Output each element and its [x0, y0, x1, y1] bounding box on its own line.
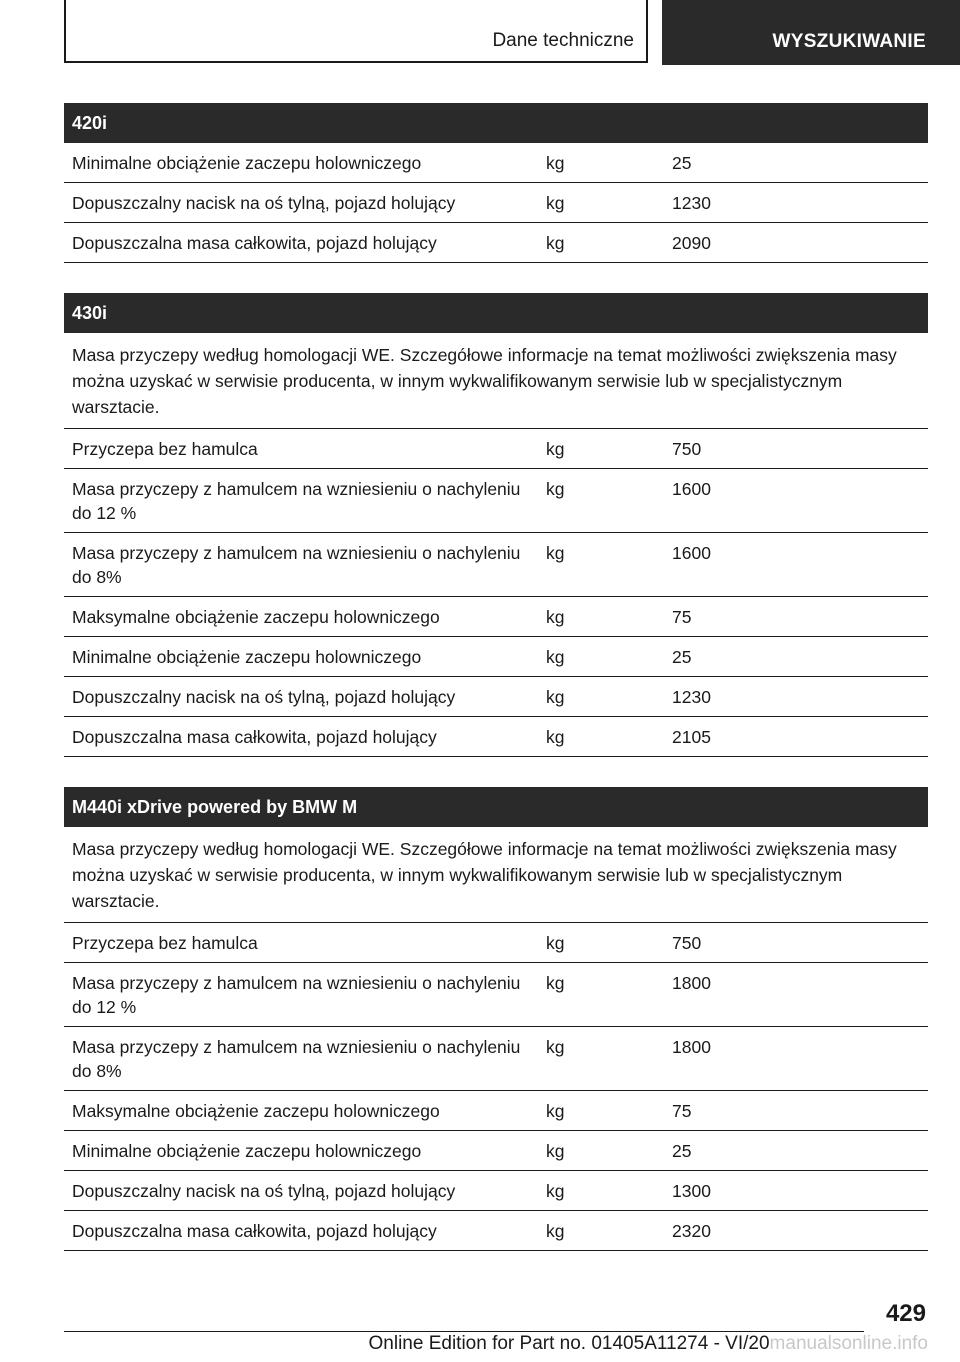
row-unit: kg — [546, 727, 565, 747]
row-label: Minimalne obciążenie zaczepu holowniczego — [72, 647, 422, 667]
row-unit: kg — [546, 193, 565, 213]
footer-divider — [64, 1331, 864, 1332]
row-unit: kg — [546, 607, 565, 627]
row-value: 25 — [672, 647, 692, 667]
row-value: 750 — [672, 439, 702, 459]
table-row — [64, 429, 928, 469]
row-unit: kg — [546, 1101, 565, 1121]
search-tab[interactable]: WYSZUKIWANIE — [662, 0, 960, 65]
row-value: 1230 — [672, 193, 711, 213]
row-label: Dopuszczalna masa całkowita, pojazd holujący — [72, 1221, 437, 1241]
row-label: Maksymalne obciążenie zaczepu holowniczego — [72, 1101, 440, 1121]
table-row — [64, 1027, 928, 1091]
row-unit: kg — [546, 543, 565, 563]
row-value: 2090 — [672, 233, 711, 253]
row-label: Dopuszczalna masa całkowita, pojazd holujący — [72, 727, 437, 747]
row-value: 1600 — [672, 479, 711, 499]
row-label: Maksymalne obciążenie zaczepu holowniczego — [72, 607, 440, 627]
row-value: 1600 — [672, 543, 711, 563]
row-value: 75 — [672, 607, 692, 627]
page-header — [0, 0, 960, 66]
page-number: 429 — [885, 1300, 926, 1327]
row-value: 1230 — [672, 687, 711, 707]
row-unit: kg — [546, 1181, 565, 1201]
section-title: 430i — [64, 293, 928, 333]
row-unit: kg — [546, 933, 565, 953]
row-value: 75 — [672, 1101, 692, 1121]
row-unit: kg — [546, 1221, 565, 1241]
table-row — [64, 223, 928, 263]
spec-section — [64, 103, 928, 263]
row-unit: kg — [546, 233, 565, 253]
table-row — [64, 923, 928, 963]
row-value: 750 — [672, 933, 702, 953]
table-row — [64, 533, 928, 597]
row-unit: kg — [546, 1141, 565, 1161]
table-row — [64, 1211, 928, 1251]
spec-tables — [64, 103, 928, 1281]
row-unit: kg — [546, 1037, 565, 1057]
row-label: Masa przyczepy z hamulcem na wzniesieniu o nachyleniu do 8% — [72, 1037, 521, 1081]
row-label: Dopuszczalny nacisk na oś tylną, pojazd holujący — [72, 193, 456, 213]
row-value: 2105 — [672, 727, 711, 747]
row-unit: kg — [546, 647, 565, 667]
breadcrumb-dane-techniczne[interactable]: Dane techniczne — [492, 30, 634, 51]
table-row — [64, 677, 928, 717]
table-row — [64, 183, 928, 223]
edition-text: Online Edition for Part no. 01405A11274 - VI/20 — [368, 1333, 770, 1354]
row-unit: kg — [546, 973, 565, 993]
row-value: 25 — [672, 1141, 692, 1161]
row-unit: kg — [546, 687, 565, 707]
section-title: M440i xDrive powered by BMW M — [64, 787, 928, 827]
row-label: Minimalne obciążenie zaczepu holowniczego — [72, 1141, 422, 1161]
row-unit: kg — [546, 439, 565, 459]
row-label: Dopuszczalna masa całkowita, pojazd holujący — [72, 233, 437, 253]
row-label: Minimalne obciążenie zaczepu holowniczego — [72, 153, 422, 173]
header-breadcrumb-box — [64, 0, 648, 63]
section-title: 420i — [64, 103, 928, 143]
table-row — [64, 1091, 928, 1131]
section-note: Masa przyczepy według homologacji WE. Szczegółowe informacje na temat możliwości zwiększenia masy można uzyskać w serwisie producenta, w innym wykwalifikowanym serwisie lub w specjalistycznym warsztacie. — [64, 333, 928, 429]
row-label: Masa przyczepy z hamulcem na wzniesieniu o nachyleniu do 12 % — [72, 973, 521, 1017]
table-row — [64, 143, 928, 183]
row-value: 1800 — [672, 1037, 711, 1057]
row-unit: kg — [546, 153, 565, 173]
table-row — [64, 469, 928, 533]
spec-section — [64, 787, 928, 1251]
row-label: Masa przyczepy z hamulcem na wzniesieniu o nachyleniu do 8% — [72, 543, 521, 587]
row-unit: kg — [546, 479, 565, 499]
table-row — [64, 597, 928, 637]
row-label: Dopuszczalny nacisk na oś tylną, pojazd holujący — [72, 1181, 456, 1201]
table-row — [64, 637, 928, 677]
table-row — [64, 1171, 928, 1211]
row-label: Przyczepa bez hamulca — [72, 439, 258, 459]
row-label: Przyczepa bez hamulca — [72, 933, 258, 953]
table-row — [64, 717, 928, 757]
spec-section — [64, 293, 928, 757]
row-value: 2320 — [672, 1221, 711, 1241]
brand-watermark: manualsonline.info — [769, 1333, 928, 1354]
row-label: Masa przyczepy z hamulcem na wzniesieniu o nachyleniu do 12 % — [72, 479, 521, 523]
footer-edition — [64, 1333, 928, 1355]
section-note: Masa przyczepy według homologacji WE. Szczegółowe informacje na temat możliwości zwiększenia masy można uzyskać w serwisie producenta, w innym wykwalifikowanym serwisie lub w specjalistycznym warsztacie. — [64, 827, 928, 923]
row-value: 1800 — [672, 973, 711, 993]
table-row — [64, 963, 928, 1027]
row-label: Dopuszczalny nacisk na oś tylną, pojazd holujący — [72, 687, 456, 707]
row-value: 25 — [672, 153, 692, 173]
row-value: 1300 — [672, 1181, 711, 1201]
table-row — [64, 1131, 928, 1171]
